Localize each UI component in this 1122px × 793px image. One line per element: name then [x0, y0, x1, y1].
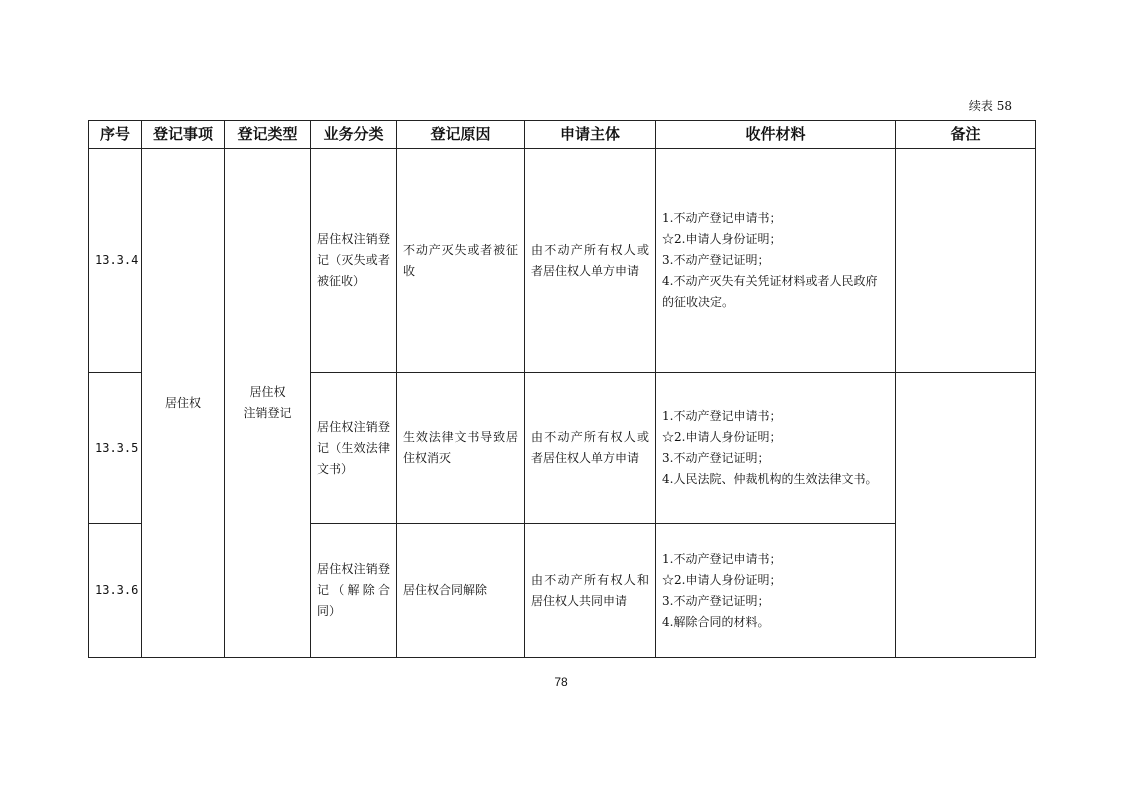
- material-item: 4.人民法院、仲裁机构的生效法律文书。: [662, 472, 878, 486]
- continued-table-label: 续表 58: [968, 99, 1012, 113]
- material-item: ☆2.申请人身份证明；: [662, 232, 782, 246]
- col-header-remark: 备注: [896, 121, 1036, 149]
- registration-item-cell: 居住权: [142, 149, 225, 658]
- page-number: 78: [554, 675, 568, 689]
- material-item: 3.不动产登记证明；: [662, 253, 770, 267]
- material-item: ☆2.申请人身份证明；: [662, 572, 782, 587]
- registration-type-cell: 居住权 注销登记: [225, 149, 311, 658]
- row-materials: [656, 524, 896, 658]
- col-header-category: 业务分类: [311, 121, 397, 149]
- material-item: 4.解除合同的材料。: [662, 614, 770, 629]
- material-item: 1.不动产登记申请书；: [662, 409, 782, 423]
- col-header-item: 登记事项: [142, 121, 225, 149]
- registration-table: [88, 120, 1036, 658]
- material-item: 3.不动产登记证明；: [662, 451, 770, 465]
- row-reason: 不动产灭失或者被征收: [397, 149, 525, 373]
- row-category: 居住权注销登记（生效法律文书）: [311, 373, 397, 524]
- material-item: 4.不动产灭失有关凭证材料或者人民政府的征收决定。: [662, 274, 878, 309]
- col-header-applicant: 申请主体: [525, 121, 656, 149]
- row-seq: 13.3.4: [89, 149, 142, 373]
- material-item: 1.不动产登记申请书；: [662, 211, 782, 225]
- row-reason: 居住权合同解除: [397, 524, 525, 658]
- material-item: 3.不动产登记证明；: [662, 593, 770, 608]
- row-materials: [656, 373, 896, 524]
- row-remark: [896, 373, 1036, 658]
- row-applicant: 由不动产所有权人和居住权人共同申请: [525, 524, 656, 658]
- row-seq: 13.3.5: [89, 373, 142, 524]
- col-header-seq: 序号: [89, 121, 142, 149]
- row-category: 居住权注销登记（解除合同）: [311, 524, 397, 658]
- col-header-materials: 收件材料: [656, 121, 896, 149]
- row-remark: [896, 149, 1036, 373]
- material-item: 1.不动产登记申请书；: [662, 551, 782, 566]
- material-item: ☆2.申请人身份证明；: [662, 430, 782, 444]
- table-row: [89, 149, 1036, 373]
- col-header-type: 登记类型: [225, 121, 311, 149]
- row-reason: 生效法律文书导致居住权消灭: [397, 373, 525, 524]
- row-materials: [656, 149, 896, 373]
- row-applicant: 由不动产所有权人或者居住权人单方申请: [525, 149, 656, 373]
- row-applicant: 由不动产所有权人或者居住权人单方申请: [525, 373, 656, 524]
- row-seq: 13.3.6: [89, 524, 142, 658]
- col-header-reason: 登记原因: [397, 121, 525, 149]
- row-category: 居住权注销登记（灭失或者被征收）: [311, 149, 397, 373]
- table-header-row: [89, 121, 1036, 149]
